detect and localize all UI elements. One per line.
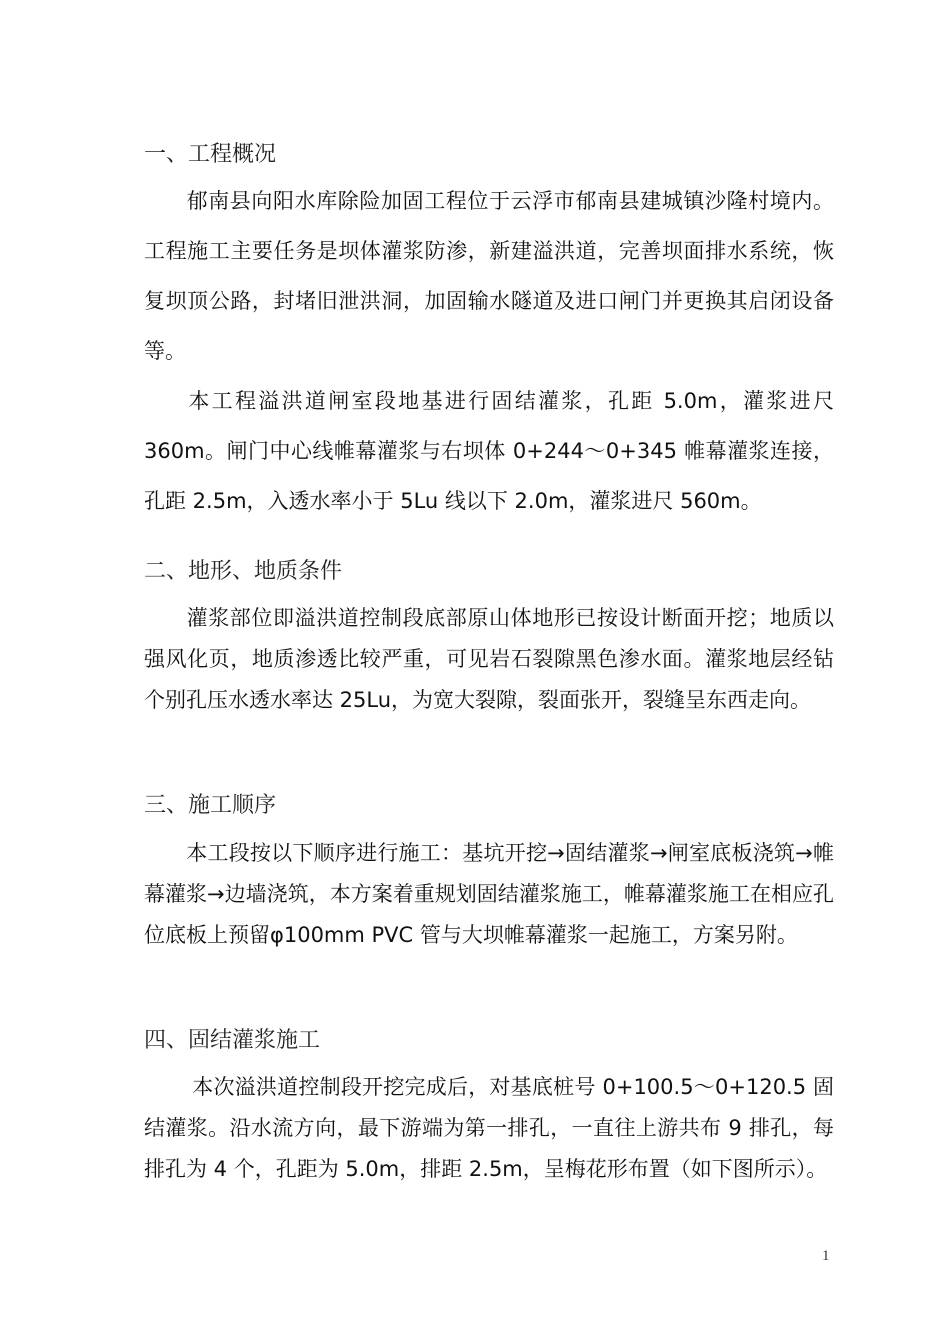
- paragraph-sequence-1: [144, 833, 834, 956]
- paragraph-text: 本工段按以下顺序进行施工：基坑开挖→固结灌浆→闸室底板浇筑→帷幕灌浆→边墙浇筑，本方案着重规划固结灌浆施工，帷幕灌浆施工在相应孔位底板上预留φ100mm PVC 管与大坝帷幕灌浆一起施工，方案另附。: [144, 841, 834, 947]
- page-number: 1: [822, 1248, 830, 1264]
- section-heading-overview: 一、工程概况: [144, 142, 277, 167]
- paragraph-text: 灌浆部位即溢洪道控制段底部原山体地形已按设计断面开挖；地质以强风化页，地质渗透比较严重，可见岩石裂隙黑色渗水面。灌浆地层经钻个别孔压水透水率达 25Lu，为宽大裂隙，裂面张开，裂缝呈东西走向。: [144, 606, 834, 712]
- paragraph-overview-1: [144, 176, 834, 376]
- section-heading-grouting: 四、固结灌浆施工: [144, 1028, 321, 1053]
- paragraph-overview-2: [144, 376, 834, 526]
- paragraph-text: 本次溢洪道控制段开挖完成后，对基底桩号 0+100.5～0+120.5 固结灌浆。沿水流方向，最下游端为第一排孔，一直往上游共布 9 排孔，每排孔为 4 个，孔距为 5.0m，排距 2.5m，呈梅花形布置（如下图所示）。: [144, 1075, 834, 1181]
- paragraph-geology-1: [144, 598, 834, 721]
- section-heading-geology: 二、地形、地质条件: [144, 559, 343, 584]
- paragraph-grouting-1: [144, 1067, 834, 1190]
- paragraph-text: 郁南县向阳水库除险加固工程位于云浮市郁南县建城镇沙隆村境内。工程施工主要任务是坝体灌浆防渗，新建溢洪道，完善坝面排水系统，恢复坝顶公路，封堵旧泄洪洞，加固输水隧道及进口闸门并更换其启闭设备等。: [144, 189, 834, 363]
- section-heading-sequence: 三、施工顺序: [144, 793, 277, 818]
- paragraph-text: 本工程溢洪道闸室段地基进行固结灌浆，孔距 5.0m，灌浆进尺360m。闸门中心线帷幕灌浆与右坝体 0+244～0+345 帷幕灌浆连接，孔距 2.5m，入透水率小于 5Lu 线以下 2.0m，灌浆进尺 560m。: [144, 389, 834, 513]
